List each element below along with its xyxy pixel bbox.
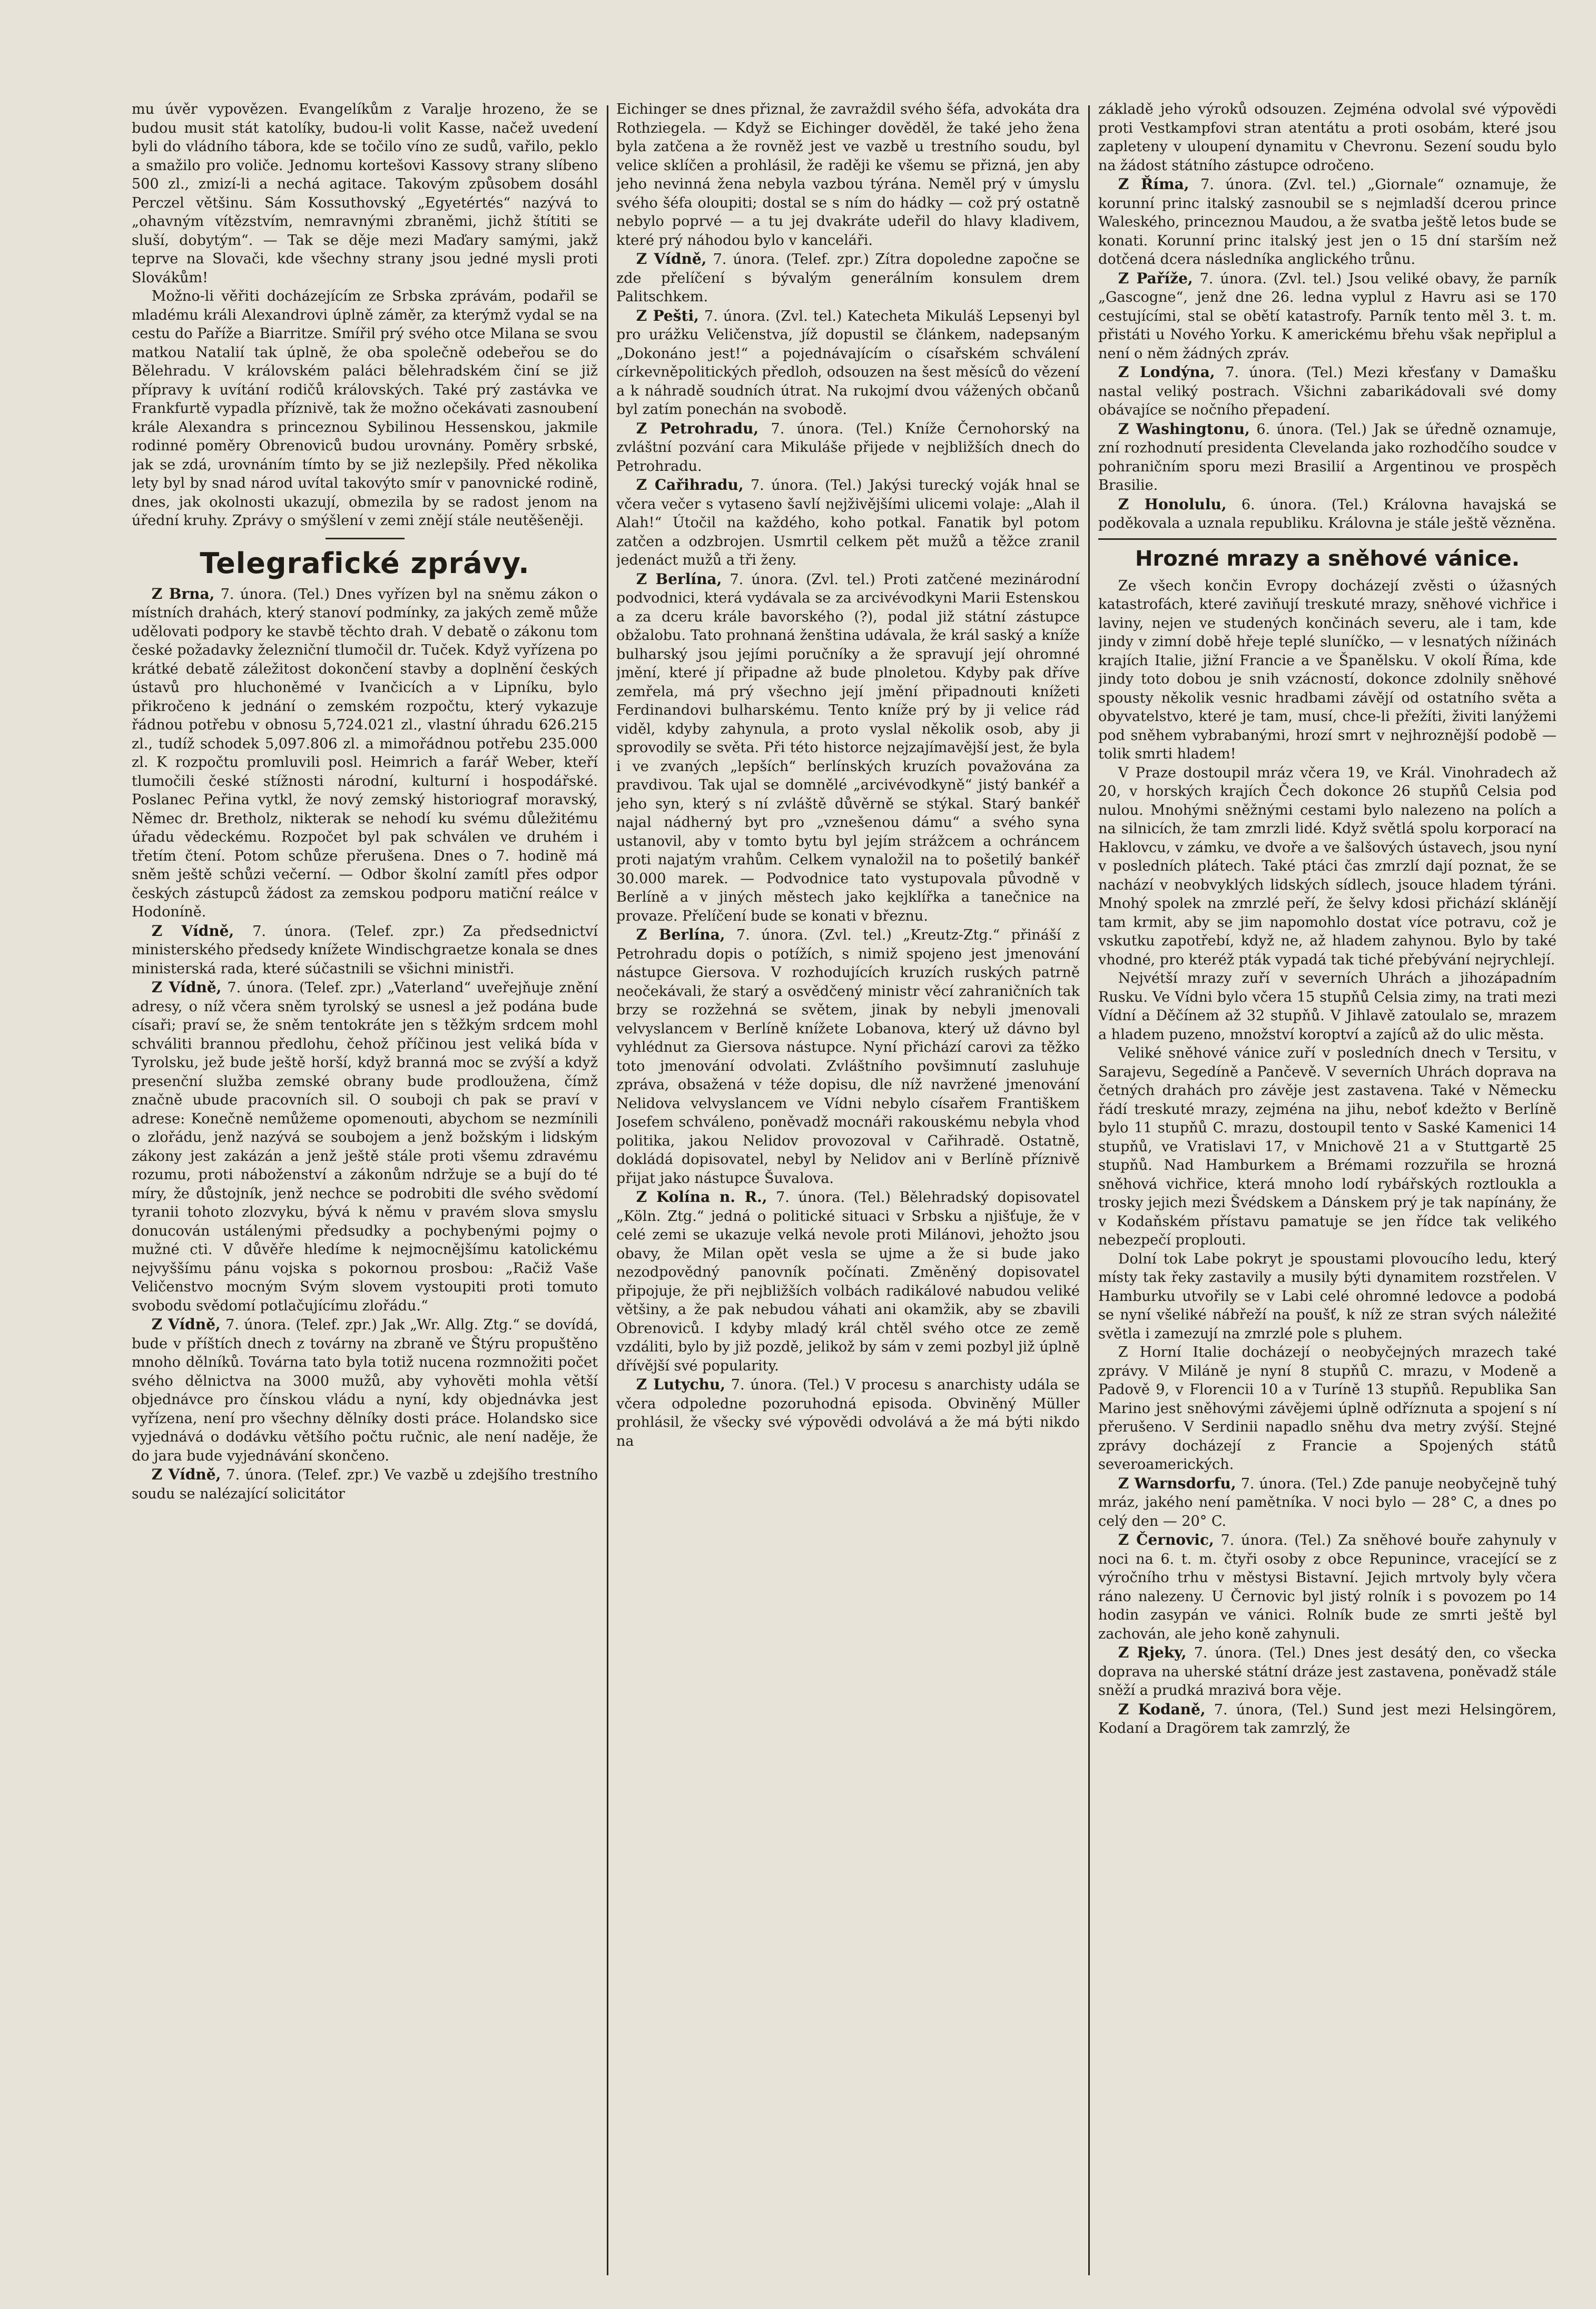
dispatch-text: 7. února. (Zvl. tel.) Katecheta Mikuláš Lepsenyi byl pro urážku Veličenstva, jíž dopustil se článkem, nadepsaným „Dokonáno jest!“ a pojednávajícím o císařském schválení církevněpolitických předloh, odsouzen na šest měsíců do vězení a k náhradě soudních útrat. Na rukojmí dvou vážených občanů byl zatím ponechán na svobodě. <box>616 308 1080 418</box>
dateline: Z Kolína n. R., <box>636 1188 767 1206</box>
dispatch-brno <box>132 585 598 922</box>
dateline: Z Říma, <box>1118 175 1189 193</box>
dispatch-cologne <box>616 1188 1080 1375</box>
dispatch-rome <box>1098 175 1556 269</box>
section-heading-telegraphic: Telegrafické zprávy. <box>200 546 530 580</box>
dispatch-text: 7. února. (Tel.) Za sněhové bouře zahynuly v noci na 6. t. m. čtyři osoby z obce Repunince, vracející se z výročního trhu v městysi Bistavní. Jejich mrtvoly byly včera ráno nalezeny. U Černovic byl jistý rolník i s povozem po 14 hodin zasypán ve vánici. Rolník bude ze smrti ještě byl zachován, ale jeho koně zahynuli. <box>1098 1532 1556 1642</box>
dispatch-text: 7. února. (Tel.) Bělehradský dopisovatel „Köln. Ztg.“ jedná o politické situaci v Srbsku a njišťuje, že v celé zemi se ukazuje velká nevole proti Milánovi, jehožto jsou obavy, že Milan opět vesla se ujme a že si bude jako nezodpovědný panovník počínati. Změněný dopisovatel připojuje, že při nejbližších volbách radikálové nabudou veliké většiny, a že pak nebudou váhati ani okamžik, aby se zbavili Obrenoviců. I kdyby mladý král chtěl svého otce ze země vzdáliti, bylo by již pozdě, jelikož by sám v zemi pozbyl již úplně dřívější své popularity. <box>616 1189 1080 1374</box>
dispatch-text: 7. února. (Tel.) Mezi křesťany v Damašku nastal veliký postrach. Všichni zabarikádovali své domy obávajíce se nočního přepadení. <box>1098 364 1556 418</box>
dispatch-petrograd <box>616 419 1080 476</box>
dateline: Z Honolulu, <box>1118 495 1227 513</box>
dispatch-liege-continued: základě jeho výroků odsouzen. Zejména odvolal své výpovědi proti Vestkampfovi stran atentátu a proti osobám, které jsou zapleteny v uloupení dynamitu v Chevronu. Sezení soudu bylo na žádost státního zástupce odročeno. <box>1098 101 1556 174</box>
article-frost-prague: V Praze dostoupil mráz včera 19, ve Král. Vinohradech až 20, v horských krajích Čech dokonce 26 stupňů Celsia pod nulou. Mnohými sněžnými cestami bylo nalezeno na polích a na silnicích, že tam zmrzli lidé. Když světlá spolu korporací na Haklovcu, v zámku, ve dvoře a ve šalšových ústavech, jsou nyní v posledních plátech. Také ptáci čas zmrzlí dají poznat, že se nachází v neobvyklých lidských sídlech, jsouce hladem týráni. Mnohý spolek na zmrzlé peří, že šelvy kdosi přichází sklánějí tam krmit, aby se jim napomohlo dostat více potravu, což je vskutku zapotřebí, když ne, až hladem zahynou. Bylo by také vhodné, pro kteréž pták vypadá tak tiché přebývání nejrychlejí. <box>1098 764 1556 968</box>
dispatch-text: 7. února. (Tel.) V procesu s anarchisty udála se včera odpoledne pozoruhodná episoda. Obviněný Müller prohlásil, že všecky své výpovědi odvolává a že má býti nikdo na <box>616 1377 1080 1449</box>
dispatch-london <box>1098 363 1556 420</box>
column-divider <box>1088 105 1090 2275</box>
dispatch-text: 7. února. (Zvl. tel.) Jsou veliké obavy, že parník „Gascogne“, jenž dne 26. ledna vyplul z Havru asi se 170 cestujícími, stal se obětí katastrofy. Parník tento měl 3. t. m. přistáti u Nového Yorku. K americkému břehu však nepřiplul a není o něm žádných zpráv. <box>1098 270 1556 362</box>
dateline: Z Lutychu, <box>636 1376 725 1393</box>
dispatch-text: 7. února. (Zvl. tel.) „Kreutz-Ztg.“ přináší z Petrohradu dopis o potížích, s nimiž spojeno jest jmenování nástupce Giersova. V rozhodujících kruzích ruských patrně neočekávali, že starý a osvědčený ministr věcí zahraničních tak brzy se rozžehná se světem, jinak by nebyli jmenovali velvyslancem v Berlíně knížete Lobanova, který už dávno byl vyhlédnut za Giersova nástupce. Nyní přichází carovi za těžko toto jmenování odvolati. Zvláštního povšimnutí zasluhuje zpráva, obsažená v téže dopisu, dle níž navržené jmenování Nelidova velvyslancem ve Vídni nebylo císařem Františkem Josefem schváleno, poněvadž mocnáři rakouskému nebyla vhod politika, jakou Nelidov provozoval v Cařihradě. Ostatně, dokládá dopisovatel, nebyl by Nelidov ani v Berlíně příznivě přijat jako nástupce Šuvalova. <box>616 927 1080 1187</box>
dispatch-vienna <box>616 250 1080 307</box>
dispatch-text: 7. února. (Zvl. tel.) „Giornale“ oznamuje, že korunní princ italský zasnoubil se s nejmladší dcerou prince Waleského, princeznou Maudou, a že svatba ještě letos bude se konati. Korunní princ italský jest jen o 15 dní starším než dotčená dcera následníka anglického trůnu. <box>1098 176 1556 268</box>
dateline: Z Petrohradu, <box>636 419 759 437</box>
dispatch-vienna <box>132 978 598 1315</box>
dispatch-berlin <box>616 925 1080 1188</box>
dateline: Z Londýna, <box>1118 363 1215 381</box>
dispatch-text: 7. února. (Tel.) Dnes vyřízen byl na sněmu zákon o místních drahách, který stanoví podmínky, za jakých země může udělovati podpory ke stavbě těchto drah. V debatě o zákonu tom české požadavky železniční tlumočil dr. Tuček. Když vyřízena po krátké debatě záležitost dokončení stavby a doplnění českých ústavů pro hluchoněmé v Ivančicích a v Lipníku, bylo přikročeno k jednání o zemském rozpočtu, který vykazuje řádnou potřebu v obnosu 5,724.021 zl., vlastní úhradu 626.215 zl., tudíž schodek 5,097.806 zl. a mimořádnou potřebu 235.000 zl. K rozpočtu promluvili posl. Heimrich a farář Weber, kteří tlumočili české stížnosti národní, kulturní i hospodářské. Poslanec Peřina vytkl, že nový zemský historiograf moravský, Němec dr. Bretholz, nikterak se nehodí ku svému důležitému úřadu vědeckému. Rozpočet byl pak schválen ve druhém i třetím čtení. Potom schůze přerušena. Dnes o 7. hodině má sněm ještě schůzi večerní. — Odbor školní zamítl přes odpor českých zástupců žádost za zemskou podporu matiční reálce v Hodoníně. <box>132 586 598 920</box>
dispatch-text: 7. února. (Telef. zpr.) Zítra dopoledne započne se zde přelíčení s bývalým generálním konsulem drem Palitschkem. <box>616 251 1080 305</box>
dateline: Z Vídně, <box>151 1466 221 1483</box>
dispatch-text: 7. února. (Zvl. tel.) Proti zatčené mezinárodní podvodnici, která vydávala se za arcivévodkyni Marii Estenskou a za dceru krále bavorského (?), podal již státní zástupce obžalobu. Tato prohnaná ženština udávala, že král saský a kníže bulharský jsou jejími poručníky a že spravují její ohromné jmění, které jí připadne až bude plnoletou. Kdyby pak dříve zemřela, má prý všechno její jmění připadnouti knížeti Ferdinandovi bulharskému. Tento kníže prý by ji velice rád viděl, kdyby zahynula, a proto vyslal několik osob, aby ji sprovodily se světa. Při této historce nejzajímavější jest, že byla i ve zvaných „lepších“ berlínských kruzích považována za pravdivou. Tak ujal se domnělé „arcivévodkyně“ jistý bankéř a jeho syn, který s ní zvláště důvěrně se stýkal. Starý bankéř najal nádherný byt pro „vznešenou dámu“ a svého syna ustanovil, aby v tomto bytu byl jejím strážcem a ochráncem proti najatým vrahům. Celkem vynaložil na to pošetilý bankéř 30.000 marek. — Podvodnice tato vystupovala původně v Berlíně a v jiných městech jako kejklířka a tanečnice na provaze. Přelíčení bude se konati v březnu. <box>616 571 1080 924</box>
dateline: Z Pešti, <box>636 307 699 324</box>
dispatch-text: 7. února. (Telef. zpr.) „Vaterland“ uveřejňuje znění adresy, o níž včera sněm tyrolský se usnesl a jež podána bude císaři; praví se, že sněm tentokráte jen s těžkým srdcem mohl schváliti brannou předlohu, čehož příčinou jest veliká bída v Tyrolsku, jež bude ještě horší, když branná moc se zvýší a když presenční služba zemské obrany bude prodloužena, čímž značně ubude pracovních sil. O souboji ch pak se praví v adrese: Konečně nemůžeme opomenouti, abychom se nezmínili o zlořádu, jenž nazývá se soubojem a jenž božským i lidským zákony jest zakázán a jenž ještě stále proti všemu zdravému rozumu, proti náboženství a zákonům ndržuje se a bují do té míry, že důstojník, jenž nechce se podrobiti dle svého svědomí tyranii tohoto zlozvyku, bývá k němu v pravém slova smyslu donucován ustálenými předsudky a pochybenými pojmy o mužné cti. V důvěře hledíme k nejmocnějšímu katolickému nejvyššímu pánu vojska s pokornou prosbou: „Račiž Vaše Veličenstvo mocným Svým slovem vystoupiti proti tomuto svobodu svědomí potlačujícímu zlořádu.“ <box>132 980 598 1314</box>
column-left <box>132 100 598 2275</box>
dispatch-vienna <box>132 1315 598 1465</box>
dispatch-rijeka <box>1098 1643 1556 1700</box>
dispatch-constantinople <box>616 476 1080 570</box>
dateline: Z Brna, <box>151 585 215 603</box>
article-serbia: Možno-li věřiti docházejícím ze Srbska zprávám, podařil se mladému králi Alexandrovi úplně záměr, za kterýmž vydal se na cestu do Paříže a Biarritze. Smířil prý svého otce Milana se svou matkou Natalií tak úplně, že oba společně odebeřou se do Bělehradu. V královském paláci bělehradském činí se již přípravy k uvítání rodičů královských. Také prý zastávka ve Frankfurtě vypadla příznivě, tak že možno očekávati zasnoubení krále Alexandra s princeznou Sybilinou Hessenskou, jakmile rodinné poměry Obrenoviců budou urovnány. Poměry srbské, jak se zdá, urovnáním tímto by se již nezlepšily. Před několika lety byl by snad národ uvítal takovýto smír v panovnické rodině, dnes, jak okolnosti ukazují, obmezila by se radost jenom na úřední kruhy. Zprávy o smýšlení v zemi znějí stále neutěšeněji. <box>132 288 598 529</box>
dateline: Z Vídně, <box>636 250 707 268</box>
dateline: Z Berlína, <box>636 926 725 943</box>
dispatch-text: 6. února. (Tel.) Jak se úředně oznamuje, zní rozhodnutí presidenta Clevelanda jako rozhodčího soudce v pohraničním sporu mezi Brasilií a Argentinou ve prospěch Brasilie. <box>1098 421 1556 494</box>
dispatch-text: 7. února. (Tel.) Zde panuje neobyčejně tuhý mráz, jakého není pamětníka. V noci bylo — 28° C, a dnes po celý den — 20° C. <box>1098 1475 1556 1530</box>
dispatch-vienna <box>132 922 598 979</box>
dispatch-pest <box>616 307 1080 419</box>
dispatch-text: 7. února, (Tel.) Sund jest mezi Helsingörem, Kodaní a Dragörem tak zamrzlý, že <box>1098 1701 1556 1736</box>
article-frost-hungary: Nejvétší mrazy zuří v severních Uhrách a jihozápadním Rusku. Ve Vídni bylo včera 15 stupňů Celsia zimy, na trati mezi Vídní a Děčínem až 32 stupňů. V Jihlavě zatoulalo se, mrazem a hladem puzeno, množství koroptví a zajíců až do ulic města. <box>1098 970 1556 1043</box>
dispatch-text: 7. února. (Telef. zpr.) Jak „Wr. Allg. Ztg.“ se dovídá, bude v příštích dnech z továrny na zbraně ve Štýru propuštěno mnoho dělníků. Továrna tato byla totiž nucena rozmnožiti počet svého dělnictva na 3000 mužů, aby vyhověti mohla větší objednávce pro čínskou vládu a nyní, kdy objednávka jest vyřízena, není pro všechny dělníky dosti práce. Holandsko sice vyjednává o dodávku většího počtu ručnic, ale není naděje, že do jara bude vyjednávání skončeno. <box>132 1317 598 1464</box>
dispatch-text: 6. února. (Tel.) Královna havajská se poděkovala a uznala republiku. Královna je stále ještě vězněna. <box>1098 496 1556 531</box>
dispatch-chernivtsi <box>1098 1531 1556 1643</box>
dispatch-copenhagen <box>1098 1700 1556 1738</box>
dateline: Z Rjeky, <box>1118 1644 1187 1661</box>
article-frost-italy: Z Horní Italie docházejí o neobyčejných mrazech také zprávy. V Miláně je nyní 8 stupňů C. mrazu, v Modeně a Padově 9, v Florencii 10 a v Turíně 13 stupňů. Republika San Marino jest sněhovými závějemi úplně odříznuta a spojení s ní přerušeno. V Serdinii napadlo sněhu dva metry zvýší. Stejné zprávy docházejí z Francie a Spojených států severoamerických. <box>1098 1344 1556 1473</box>
article-frost-intro: Ze všech končin Evropy docházejí zvěsti o úžasných katastrofách, které zaviňují treskuté mrazy, sněhové vichřice i laviny, nejen ve studených končinách severu, ale i tam, kde jindy v zimní době hřeje teplé sluníčko, — v lesnatých nížinách krajích Italie, jižní Francie a ve Španělsku. V okolí Říma, kde jindy toto dobou je snih vzácností, dokonce zdolnily sněhové spousty několik vesnic hradbami závějí od ostatního světa a obyvatelstvo, které je tam, musí, chce-li přežíti, živiti lanýžemi pod sněhem vybrabanými, hrozí smrt v nejhroznější podobě — tolik smrti hladem! <box>1098 577 1556 762</box>
section-divider <box>326 538 405 539</box>
dateline: Z Washingtonu, <box>1118 420 1250 438</box>
dispatch-paris <box>1098 269 1556 363</box>
section-heading-frost: Hrozné mrazy a sněhové vánice. <box>1135 546 1520 571</box>
dispatch-eichinger-continued: Eichinger se dnes přiznal, že zavraždil svého šéfa, advokáta dra Rothziegela. — Když se Eichinger dověděl, že také jeho žena byla zatčena a že rovněž jest ve vazbě u trestního soudu, byl velice sklíčen a prohlásil, že raději ke všemu se přizná, jen aby jeho nevinná žena nebyla vazbou týrána. Neměl prý v úmyslu svého šéfa oloupiti; dostal se s ním do hádky — což prý ostatně nebylo poprvé — a tu jej dvakráte udeřil do hlavy kladivem, které prý náhodou bylo v kanceláři. <box>616 101 1080 249</box>
column-divider <box>607 105 608 2275</box>
article-frost-germany: Veliké sněhové vánice zuří v posledních dnech v Tersitu, v Sarajevu, Segedíně a Pančevě. V severních Uhrách doprava na četných drahách pro závěje jest zastavena. Také v Německu řádí treskuté mrazy, zejména na jihu, neboť kdežto v Berlíně bylo 11 stupňů C. mrazu, dostoupil tento v Saské Kamenici 14 stupňů, ve Vratislavi 17, v Mnichově 21 a v Stuttgartě 25 stupňů. Nad Hamburkem a Brémami rozzuřila se hrozná sněhová vichřice, která mnoho lodí rybářských roztloukla a trosky jejich mezi Švédskem a Dánskem prý je tak napínány, že v Kodaňském přístavu pamatuje se jen řídce tak velikého nebezpečí proplouti. <box>1098 1045 1556 1248</box>
column-right <box>1098 100 1556 2275</box>
dispatch-text: 7. února. (Tel.) Jakýsi turecký voják hnal se včera večer s vytaseno šavlí nejživějšími ulicemi volaje: „Alah il Alah!“ Útočil na každého, koho potkal. Fanatik byl potom zatčen a odzbrojen. Usmrtil celkem pět mužů a těžce zranil jedenáct mužů a tři ženy. <box>616 477 1080 568</box>
dispatch-vienna <box>132 1465 598 1503</box>
dateline: Z Vídně, <box>151 922 234 940</box>
dateline: Z Vídně, <box>151 1316 221 1333</box>
dispatch-text: 7. února. (Telef. zpr.) Ve vazbě u zdejšího trestního soudu se nalézající solicitátor <box>132 1467 598 1502</box>
dateline: Z Kodaně, <box>1118 1700 1206 1718</box>
dispatch-liege <box>616 1375 1080 1450</box>
dateline: Z Cařihradu, <box>636 476 744 494</box>
dateline: Z Černovic, <box>1118 1531 1214 1548</box>
dispatch-warnsdorf <box>1098 1474 1556 1531</box>
dateline: Z Warnsdorfu, <box>1118 1474 1236 1492</box>
dispatch-washington <box>1098 420 1556 495</box>
column-middle <box>616 100 1080 2275</box>
dispatch-text: 7. února. (Tel.) Dnes jest desátý den, co všecka doprava na uherské státní dráze jest zastavena, poněvadž stále sněží a prudká mrazivá bora věje. <box>1098 1645 1556 1699</box>
section-divider <box>1098 538 1556 540</box>
dispatch-text: 7. února. (Telef. zpr.) Za předsednictví ministerského předsedy knížete Windischgraetze konala se dnes ministerská rada, které súčastnili se všichni ministři. <box>132 923 598 977</box>
dispatch-text: 7. února. (Tel.) Kníže Černohorský na zvláštní pozvání cara Mikuláše přijede v nejbližších dnech do Petrohradu. <box>616 420 1080 475</box>
dateline: Z Paříže, <box>1118 269 1193 287</box>
article-kass-election: mu úvěr vypovězen. Evangelíkům z Varalje hrozeno, že se budou musit stát katolíky, budou-li volit Kasse, načež uvedení byli do vládního tábora, kde se točilo víno ze sudů, vařilo, peklo a smažilo pro voliče. Jednomu kortešovi Kassovy strany slíbeno 500 zl., zmizí-li a nechá agitace. Takovým způsobem dosáhl Perczel většinu. Sám Kossuthovský „Egyetértés“ nazývá to „ohavným vítězstvím, nemravnými zbraněmi, jichž štítiti se sluší, dobytým“. — Tak se děje mezi Maďary samými, jakž teprve na Slovači, kde všechny strany jsou jedné mysli proti Slovákům! <box>132 101 598 286</box>
dateline: Z Berlína, <box>636 570 722 588</box>
dispatch-berlin <box>616 570 1080 926</box>
dispatch-honolulu <box>1098 495 1556 533</box>
article-frost-elbe: Dolní tok Labe pokryt je spoustami plovoucího ledu, který místy tak řeky zastavily a musily býti dynamitem rozstřelen. V Hamburku utvořily se v Labi celé ohromné ledovce a podobá se nyní všeliké nábřeží na poušť, k níž ze stran svých náležité světla i zamezují na zmrzlé pole s pluhem. <box>1098 1250 1556 1342</box>
dateline: Z Vídně, <box>151 979 222 996</box>
